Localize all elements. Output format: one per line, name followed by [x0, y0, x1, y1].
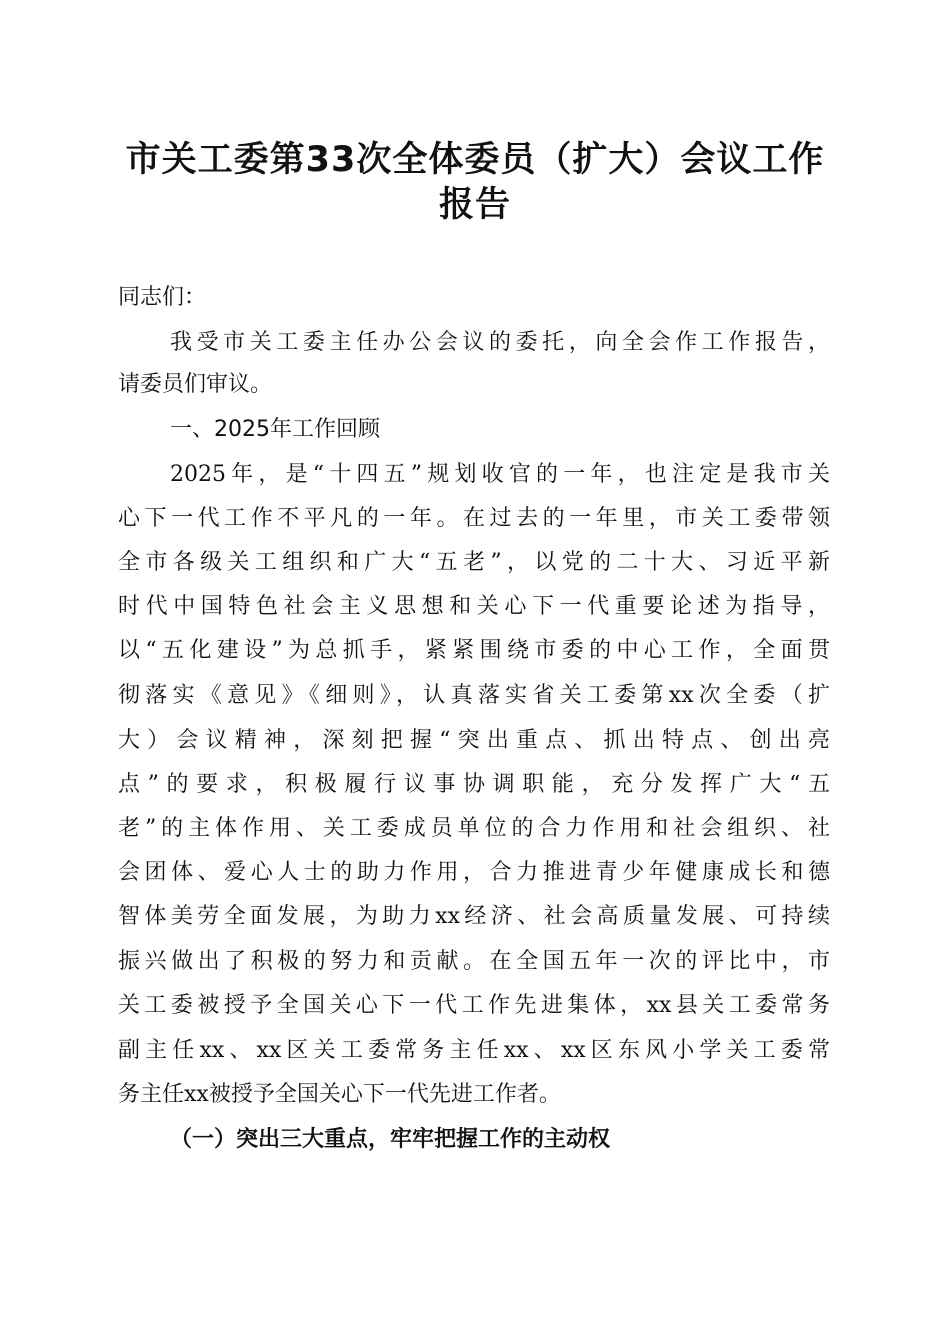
paragraph-line: 智体美劳全面发展，为助力xx经济、社会高质量发展、可持续 — [118, 904, 830, 929]
paragraph-line: 关工委被授予全国关心下一代工作先进集体，xx县关工委常务 — [118, 993, 830, 1018]
paragraph-line: 务主任xx被授予全国关心下一代先进工作者。 — [118, 1082, 561, 1107]
paragraph-line: 心下一代工作不平凡的一年。在过去的一年里，市关工委带领 — [118, 506, 830, 531]
intro-line: 我受市关工委主任办公会议的委托，向全会作工作报告， — [170, 330, 830, 355]
paragraph-line: 点”的要求，积极履行议事协调职能，充分发挥广大“五 — [118, 772, 830, 797]
paragraph-line: 振兴做出了积极的努力和贡献。在全国五年一次的评比中，市 — [118, 949, 830, 974]
intro-line: 请委员们审议。 — [118, 372, 273, 397]
salutation: 同志们： — [118, 285, 207, 310]
paragraph-line: 老”的主体作用、关工委成员单位的合力作用和社会组织、社 — [118, 816, 830, 841]
paragraph-line: 全市各级关工组织和广大“五老”，以党的二十大、习近平新 — [118, 550, 830, 575]
paragraph-line: 大）会议精神，深刻把握“突出重点、抓出特点、创出亮 — [118, 728, 830, 753]
paragraph-line: 副主任xx、xx区关工委常务主任xx、xx区东风小学关工委常 — [118, 1038, 830, 1063]
paragraph-line: 2025年，是“十四五”规划收官的一年，也注定是我市关 — [170, 462, 830, 487]
document-title-line-2: 报告 — [438, 185, 511, 225]
paragraph-line: 以“五化建设”为总抓手，紧紧围绕市委的中心工作，全面贯 — [118, 638, 830, 663]
section-heading: 一、2025年工作回顾 — [170, 417, 380, 442]
document-title-line-1: 市关工委第33次全体委员（扩大）会议工作 — [125, 140, 825, 180]
paragraph-line: 会团体、爱心人士的助力作用，合力推进青少年健康成长和德 — [118, 860, 830, 885]
subsection-heading: （一）突出三大重点，牢牢把握工作的主动权 — [170, 1126, 611, 1152]
paragraph-line: 彻落实《意见》《细则》，认真落实省关工委第xx次全委（扩 — [118, 683, 830, 708]
paragraph-line: 时代中国特色社会主义思想和关心下一代重要论述为指导， — [118, 594, 830, 619]
